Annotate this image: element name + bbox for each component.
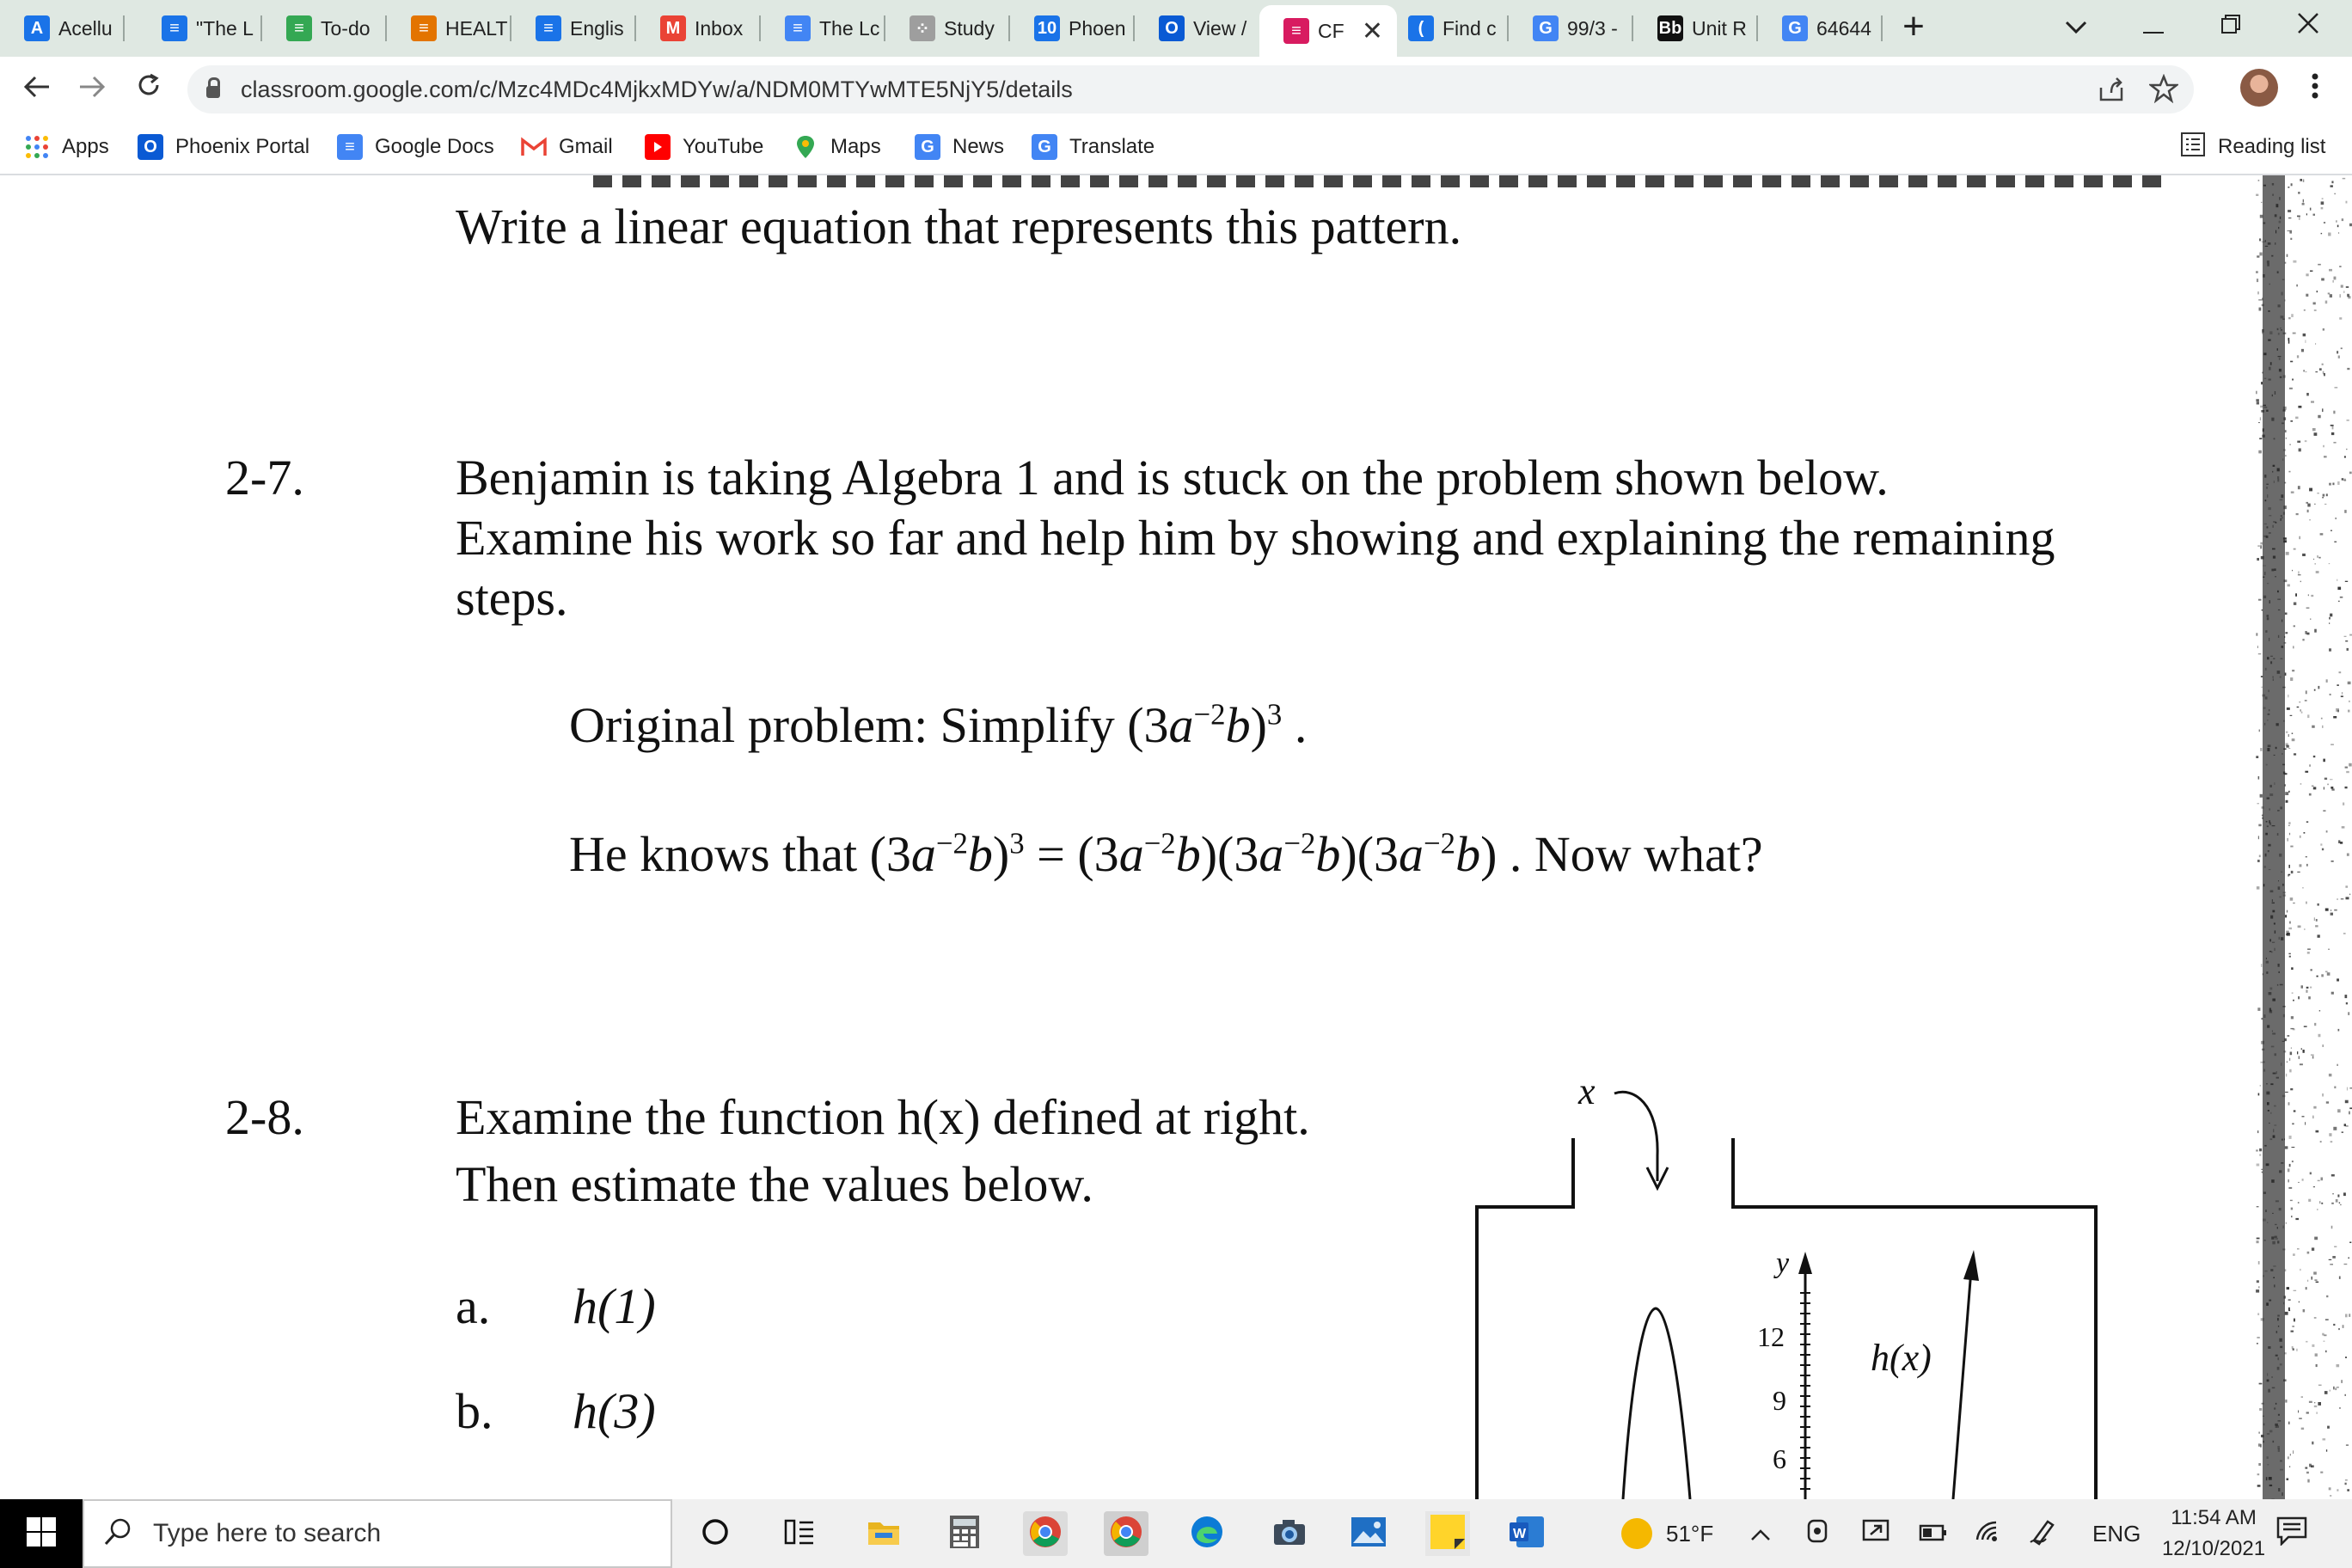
function-curve-right — [1953, 1259, 1972, 1499]
word-icon — [1508, 1515, 1546, 1553]
google-icon: G — [1533, 15, 1559, 41]
tab-3[interactable] — [387, 7, 511, 50]
tab-label: Phoen — [1069, 16, 1126, 40]
tab-search-button[interactable] — [2037, 0, 2115, 53]
bookmark-label: News — [952, 135, 1005, 158]
reload-button[interactable] — [127, 67, 170, 110]
svg-text:W: W — [1513, 1526, 1527, 1541]
problem-2-8-line-2: Then estimate the values below. — [456, 1156, 1093, 1212]
back-button[interactable] — [15, 67, 58, 110]
search-icon — [103, 1517, 132, 1551]
tab-label: Study — [944, 16, 995, 40]
machine-outline — [1477, 1138, 2096, 1499]
youtube-icon — [645, 134, 671, 160]
chrome-menu-button[interactable] — [2294, 67, 2337, 110]
tab-label: Acellu — [58, 16, 113, 40]
news-icon: G — [915, 134, 940, 160]
reading-list-button[interactable] — [2180, 129, 2325, 165]
notification-center-button[interactable] — [2276, 1499, 2307, 1568]
edge-button[interactable] — [1185, 1511, 1229, 1556]
more-vert-icon — [2312, 70, 2318, 107]
tab-2[interactable] — [262, 7, 387, 50]
translate-icon: G — [1032, 134, 1057, 160]
problem-2-8-line-1: Examine the function h(x) defined at right. — [456, 1089, 1310, 1145]
expression-expanded: $(3a^{-2}b)^3 = (3a^{-2}b)(3a^{-2}b)(3a^{-2}b)$ . — [869, 826, 1522, 882]
item-a-label: a. — [456, 1278, 491, 1334]
acellus-icon: A — [24, 15, 50, 41]
restore-icon — [2220, 12, 2241, 41]
bookmark-label: YouTube — [683, 135, 764, 158]
bookmark-label: Apps — [62, 135, 109, 158]
address-bar[interactable] — [187, 65, 2194, 113]
item-b-label: b. — [456, 1383, 493, 1439]
word-button[interactable] — [1504, 1511, 1549, 1556]
tab-0[interactable] — [0, 7, 125, 50]
lock-icon — [206, 86, 220, 98]
gmail-icon — [521, 134, 547, 160]
profile-avatar[interactable] — [2240, 69, 2278, 107]
google-icon: G — [1782, 15, 1808, 41]
tab-label: Inbox — [695, 16, 744, 40]
taskbar-search-box[interactable] — [83, 1499, 672, 1568]
pen-icon — [2029, 1516, 2058, 1552]
cortana-button[interactable] — [693, 1511, 738, 1556]
notification-icon — [2276, 1516, 2307, 1552]
expression-original: $(3a^{-2}b)^3$ . — [1127, 697, 1308, 753]
forward-arrow-icon — [78, 70, 106, 107]
knows-that-line — [569, 825, 1763, 883]
function-curve-left — [1623, 1308, 1690, 1499]
minimize-button[interactable] — [2115, 0, 2192, 53]
tab-label: Englis — [570, 16, 624, 40]
function-curve-arrowhead — [1963, 1250, 1979, 1281]
now-what-text: Now what? — [1534, 826, 1763, 882]
url-text: classroom.google.com/c/Mzc4MDc4MjkxMDYw/a/NDM0MTYwMTE5NjY5/details — [241, 76, 1073, 102]
camera-button[interactable] — [1267, 1511, 1312, 1556]
reading-list-label: Reading list — [2218, 135, 2326, 158]
tab-label: View / — [1193, 16, 1247, 40]
cortana-icon — [701, 1517, 730, 1551]
tab-8[interactable] — [1010, 7, 1135, 50]
new-tab-button[interactable] — [1888, 0, 1939, 53]
google-docs-icon: ≡ — [785, 15, 811, 41]
tab-label: 64644 — [1816, 16, 1871, 40]
outlook-icon: O — [1159, 15, 1185, 41]
tab-14[interactable] — [1758, 7, 1883, 50]
wifi-icon — [1974, 1519, 2001, 1549]
maps-icon — [793, 134, 818, 160]
tab-label: 99/3 - — [1567, 16, 1618, 40]
classroom-icon: ≡ — [536, 15, 561, 41]
weather-temperature: 51°F — [1666, 1520, 1714, 1547]
calculator-icon — [950, 1516, 979, 1553]
apps-grid-icon — [24, 134, 50, 160]
browser-toolbar — [0, 57, 2352, 120]
cutoff-text-fragment — [593, 175, 2166, 187]
tab-label: To-do — [321, 16, 371, 40]
bookmark-google-docs[interactable] — [337, 129, 494, 165]
problem-2-7-line-3: steps. — [456, 570, 568, 626]
study-icon: ⁘ — [910, 15, 935, 41]
task-view-icon — [784, 1517, 815, 1551]
windows-logo-icon — [27, 1517, 56, 1551]
bookmark-translate[interactable] — [1032, 129, 1155, 165]
screen-share-icon — [1862, 1519, 1890, 1549]
show-hidden-icons-button[interactable] — [1750, 1499, 1771, 1568]
scan-edge-noise — [2252, 175, 2352, 1499]
gmail-icon: M — [660, 15, 686, 41]
tab-13[interactable] — [1633, 7, 1758, 50]
tab-label: HEALT — [445, 16, 508, 40]
previous-problem-line: Write a linear equation that represents this pattern. — [456, 199, 1462, 254]
bookmark-maps[interactable] — [793, 129, 881, 165]
y-axis-label: y — [1776, 1247, 1790, 1279]
tab-label: "The L — [196, 16, 254, 40]
bookmark-gmail[interactable] — [521, 129, 613, 165]
windows-taskbar — [0, 1499, 2352, 1568]
weather-widget[interactable] — [1621, 1499, 1713, 1568]
bookmark-apps[interactable] — [24, 129, 109, 165]
battery-icon — [1919, 1521, 1948, 1547]
tab-6[interactable] — [761, 7, 885, 50]
item-b-expression: h(3) — [573, 1383, 656, 1439]
camera-icon — [1272, 1517, 1307, 1551]
start-button[interactable] — [0, 1499, 83, 1568]
tab-separator — [1881, 15, 1883, 41]
bookmark-phoenix-portal[interactable] — [138, 129, 309, 165]
assignment-content — [0, 175, 2352, 1499]
chrome-taskbar-button-2[interactable] — [1104, 1511, 1148, 1556]
tab-separator — [123, 15, 125, 41]
bookmark-label: Translate — [1069, 135, 1155, 158]
google-docs-icon: ≡ — [337, 134, 363, 160]
bookmark-label: Maps — [830, 135, 881, 158]
calculator-button[interactable] — [942, 1511, 987, 1556]
edge-icon — [1190, 1515, 1224, 1553]
calendar-icon: 10 — [1034, 15, 1060, 41]
tray-app-icon-glyph — [1805, 1517, 1829, 1551]
tab-label: CF — [1318, 19, 1344, 42]
close-tab-icon[interactable]: ✕ — [1361, 16, 1383, 46]
chrome-icon — [1028, 1515, 1063, 1553]
tab-label: The Lc — [819, 16, 880, 40]
tab-label: Find c — [1442, 16, 1497, 40]
file-explorer-button[interactable] — [861, 1511, 906, 1556]
tab-label: Unit R — [1692, 16, 1747, 40]
folder-icon — [867, 1517, 901, 1551]
minimize-icon — [2143, 12, 2164, 41]
classroom-icon: ≡ — [286, 15, 312, 41]
function-machine-diagram — [1461, 1052, 2115, 1499]
y-tick-6: 6 — [1773, 1443, 1786, 1474]
restore-button[interactable] — [2192, 0, 2269, 53]
bookmark-label: Phoenix Portal — [175, 135, 310, 158]
outlook-icon: O — [138, 134, 163, 160]
tab-9[interactable] — [1135, 7, 1259, 50]
tab-10[interactable] — [1259, 5, 1397, 57]
chrome-icon — [1109, 1515, 1143, 1553]
sun-icon — [1621, 1518, 1652, 1549]
wifi-tray-button[interactable] — [1974, 1499, 2001, 1568]
chrome-taskbar-button-1[interactable] — [1023, 1511, 1068, 1556]
bookmark-youtube[interactable] — [645, 129, 763, 165]
original-problem-label: Original problem: Simplify — [569, 697, 1115, 753]
item-a-expression: h(1) — [573, 1278, 656, 1334]
pen-tray-button[interactable] — [2029, 1499, 2058, 1568]
knows-label: He knows that — [569, 826, 858, 882]
reading-list-icon — [2180, 132, 2206, 163]
task-view-button[interactable] — [777, 1511, 822, 1556]
sticky-notes-button[interactable] — [1425, 1511, 1470, 1556]
tab-5[interactable] — [636, 7, 761, 50]
tab-1[interactable] — [138, 7, 262, 50]
y-tick-9: 9 — [1773, 1385, 1786, 1416]
bookmarks-bar — [0, 120, 2352, 175]
clock-date: 12/10/2021 — [2161, 1537, 2266, 1560]
plus-icon: + — [1902, 5, 1925, 47]
share-icon[interactable] — [2098, 76, 2125, 107]
tab-4[interactable] — [511, 7, 636, 50]
classroom-icon: ≡ — [1283, 18, 1309, 44]
reload-icon — [135, 70, 162, 107]
bookmark-star-icon[interactable] — [2149, 74, 2178, 107]
tray-app-icon[interactable] — [1805, 1499, 1829, 1568]
problem-2-7-line-2: Examine his work so far and help him by showing and explaining the remaining — [456, 510, 2055, 566]
original-problem-line — [569, 696, 1307, 754]
bookmark-label: Gmail — [559, 135, 613, 158]
battery-tray-button[interactable] — [1919, 1499, 1948, 1568]
chevron-down-icon — [2065, 12, 2087, 41]
close-window-button[interactable] — [2269, 0, 2347, 53]
forward-button[interactable] — [70, 67, 113, 110]
input-arrow — [1614, 1092, 1657, 1181]
photos-button[interactable] — [1346, 1511, 1391, 1556]
back-arrow-icon — [23, 70, 51, 107]
tab-11[interactable] — [1384, 7, 1509, 50]
input-x-label: x — [1578, 1070, 1596, 1112]
close-icon — [2297, 12, 2319, 41]
blackboard-icon: Bb — [1657, 15, 1683, 41]
bookmark-news[interactable] — [915, 129, 1004, 165]
classroom-icon: ≡ — [162, 15, 187, 41]
classroom-icon: ≡ — [411, 15, 437, 41]
clock-time: 11:54 AM — [2171, 1506, 2257, 1529]
tab-strip — [0, 0, 2352, 57]
function-label: h(x) — [1871, 1337, 1932, 1379]
clock[interactable] — [2149, 1499, 2278, 1568]
find-icon: ( — [1408, 15, 1434, 41]
problem-2-7-line-1: Benjamin is taking Algebra 1 and is stuck on the problem shown below. — [456, 450, 1889, 505]
y-axis-arrowhead — [1798, 1252, 1812, 1274]
language-indicator[interactable]: ENG — [2092, 1520, 2141, 1547]
taskbar-search-placeholder: Type here to search — [153, 1519, 382, 1547]
problem-2-7-number: 2-7. — [225, 450, 304, 505]
photos-icon — [1351, 1517, 1386, 1551]
tab-12[interactable] — [1509, 7, 1633, 50]
bookmark-label: Google Docs — [375, 135, 494, 158]
sticky-notes-icon — [1430, 1515, 1465, 1553]
problem-2-8-number: 2-8. — [225, 1089, 304, 1145]
tab-7[interactable] — [885, 7, 1010, 50]
screen-share-tray-button[interactable] — [1862, 1499, 1890, 1568]
chevron-up-icon — [1750, 1521, 1771, 1547]
y-tick-12: 12 — [1757, 1321, 1785, 1352]
